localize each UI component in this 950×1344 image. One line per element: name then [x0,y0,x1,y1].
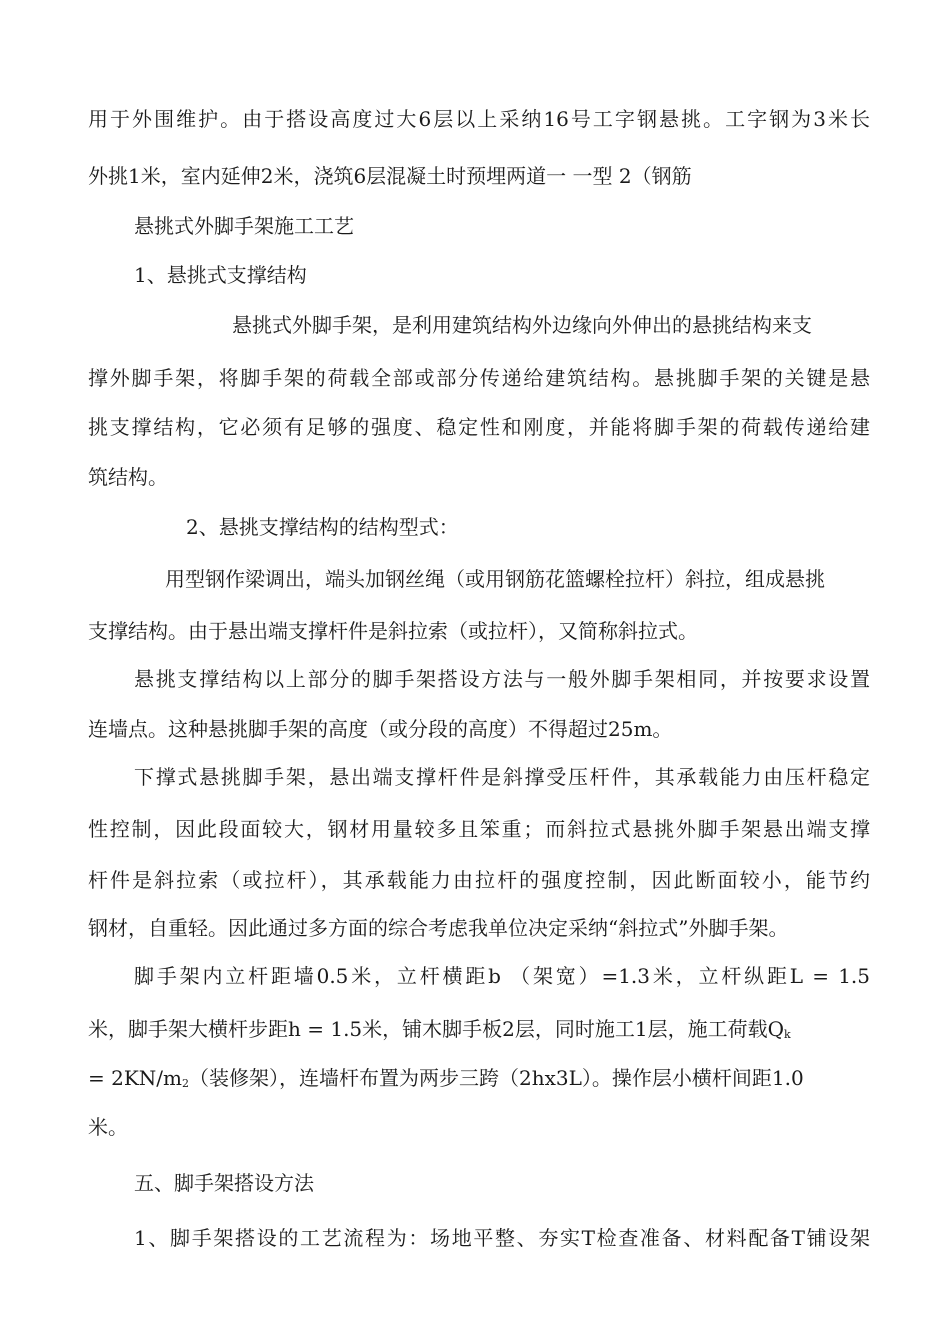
paragraph-line: 下撑式悬挑脚手架，悬出端支撑杆件是斜撑受压杆件，其承载能力由压杆稳定 [134,765,870,789]
line-text: = 2KN/m [88,1066,182,1090]
paragraph-line: 米。 [88,1115,128,1139]
paragraph-line: 筑结构。 [88,465,168,489]
paragraph-line: 1、脚手架搭设的工艺流程为：场地平整、夯实T检查准备、材料配备T铺设架 [134,1226,870,1250]
paragraph-line: 用型钢作梁调出，端头加钢丝绳（或用钢筋花篮螺栓拉杆）斜拉，组成悬挑 [165,567,825,591]
subscript-2: 2 [181,1077,189,1090]
paragraph-line [88,1066,804,1094]
paragraph-line: 悬挑式外脚手架，是利用建筑结构外边缘向外伸出的悬挑结构来支 [232,313,812,337]
paragraph-line: 杆件是斜拉索（或拉杆），其承载能力由拉杆的强度控制，因此断面较小，能节约 [88,868,870,892]
line-text: （装修架），连墙杆布置为两步三跨（2hx3L）。操作层小横杆间距1.0 [188,1066,804,1090]
paragraph-line: 外挑1米，室内延伸2米，浇筑6层混凝土时预埋两道一 一型 2（钢筋 [88,164,692,188]
paragraph-line: 撑外脚手架，将脚手架的荷载全部或部分传递给建筑结构。悬挑脚手架的关键是悬 [88,366,870,390]
paragraph-line: 钢材，自重轻。因此通过多方面的综合考虑我单位决定采纳“斜拉式”外脚手架。 [88,916,789,940]
paragraph-line: 挑支撑结构，它必须有足够的强度、稳定性和刚度，并能将脚手架的荷载传递给建 [88,415,870,439]
subscript-k: k [784,1028,791,1041]
subsection-heading: 1、悬挑式支撑结构 [134,263,307,287]
paragraph-line: 脚手架内立杆距墙0.5米，立杆横距b （架宽）=1.3米，立杆纵距L = 1.5 [134,964,870,988]
paragraph-line [88,1017,791,1045]
paragraph-line: 连墙点。这种悬挑脚手架的高度（或分段的高度）不得超过25m。 [88,717,673,741]
paragraph-line: 用于外围维护。由于搭设高度过大6层以上采纳16号工字钢悬挑。工字钢为3米长 [88,107,870,131]
paragraph-line: 性控制，因此段面较大，钢材用量较多且笨重；而斜拉式悬挑外脚手架悬出端支撑 [88,817,870,841]
paragraph-line: 支撑结构。由于悬出端支撑杆件是斜拉索（或拉杆），又简称斜拉式。 [88,619,698,643]
line-text: 米，脚手架大横杆步距h = 1.5米，铺木脚手板2层，同时施工1层，施工荷载Q [88,1017,785,1041]
subsection-heading: 2、悬挑支撑结构的结构型式： [186,515,459,539]
paragraph-line: 悬挑支撑结构以上部分的脚手架搭设方法与一般外脚手架相同，并按要求设置 [134,667,870,691]
section-heading: 五、脚手架搭设方法 [134,1171,314,1195]
section-heading: 悬挑式外脚手架施工工艺 [134,214,354,238]
